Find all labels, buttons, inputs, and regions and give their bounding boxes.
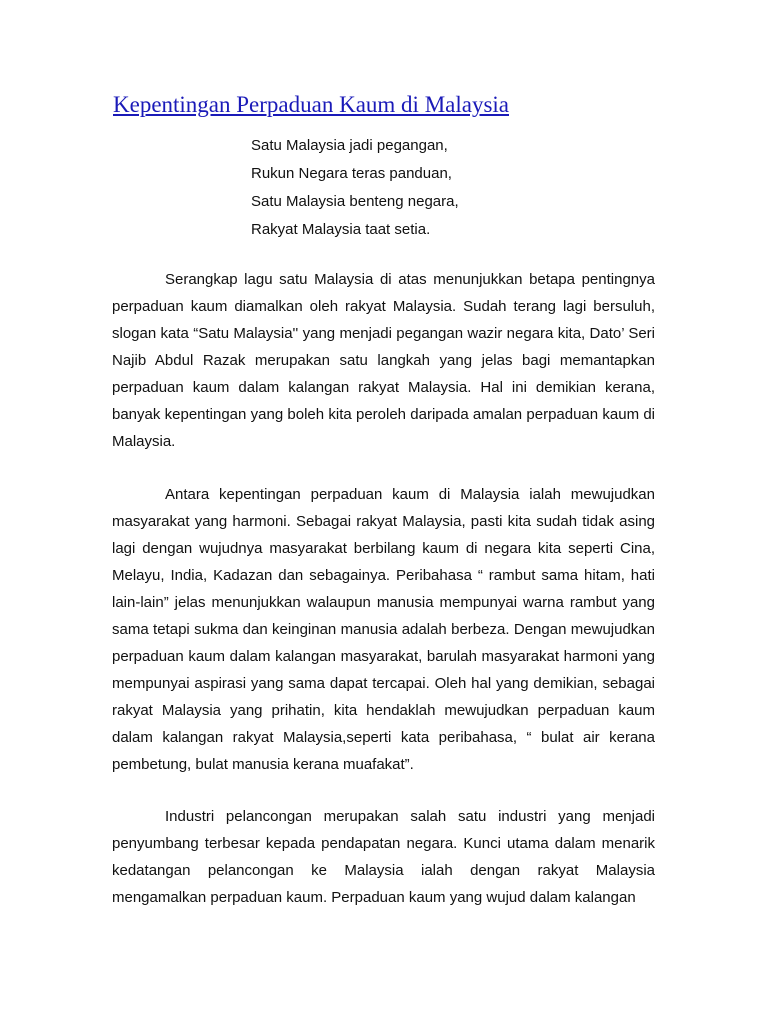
document-title: Kepentingan Perpaduan Kaum di Malaysia bbox=[113, 92, 509, 117]
poem-line: Satu Malaysia jadi pegangan, bbox=[251, 137, 448, 154]
poem-stanza bbox=[251, 132, 459, 244]
poem-line: Rukun Negara teras panduan, bbox=[251, 165, 452, 182]
poem-line: Rakyat Malaysia taat setia. bbox=[251, 221, 431, 238]
poem-line: Satu Malaysia benteng negara, bbox=[251, 193, 459, 210]
body-paragraph: Antara kepentingan perpaduan kaum di Malaysia ialah mewujudkan masyarakat yang harmoni. Sebagai rakyat Malaysia, pasti kita sudah tidak asing lagi dengan wujudnya masyarakat berbilang kaum di negara kita seperti Cina, Melayu, India, Kadazan dan sebagainya. Peribahasa “ rambut sama hitam, hati lain-lain” jelas menunjukkan walaupun manusia mempunyai warna rambut yang sama tetapi sukma dan keinginan manusia adalah berbeza. Dengan mewujudkan perpaduan kaum dalam kalangan masyarakat, barulah masyarakat harmoni yang mempunyai aspirasi yang sama dapat tercapai. Oleh hal yang demikian, sebagai rakyat Malaysia yang prihatin, kita hendaklah mewujudkan perpaduan kaum dalam kalangan rakyat Malaysia,seperti kata peribahasa, “ bulat air kerana pembetung, bulat manusia kerana muafakat”. bbox=[112, 486, 655, 773]
body-paragraph: Serangkap lagu satu Malaysia di atas menunjukkan betapa pentingnya perpaduan kaum diamalkan oleh rakyat Malaysia. Sudah terang lagi bersuluh, slogan kata “Satu Malaysia'' yang menjadi pegangan wazir negara kita, Dato’ Seri Najib Abdul Razak merupakan satu langkah yang jelas bagi memantapkan perpaduan kaum dalam kalangan rakyat Malaysia. Hal ini demikian kerana, banyak kepentingan yang boleh kita peroleh daripada amalan perpaduan kaum di Malaysia. bbox=[112, 271, 655, 450]
body-paragraph: Industri pelancongan merupakan salah satu industri yang menjadi penyumbang terbesar kepada pendapatan negara. Kunci utama dalam menarik kedatangan pelancongan ke Malaysia ialah dengan rakyat Malaysia mengamalkan perpaduan kaum. Perpaduan kaum yang wujud dalam kalangan bbox=[112, 808, 655, 906]
